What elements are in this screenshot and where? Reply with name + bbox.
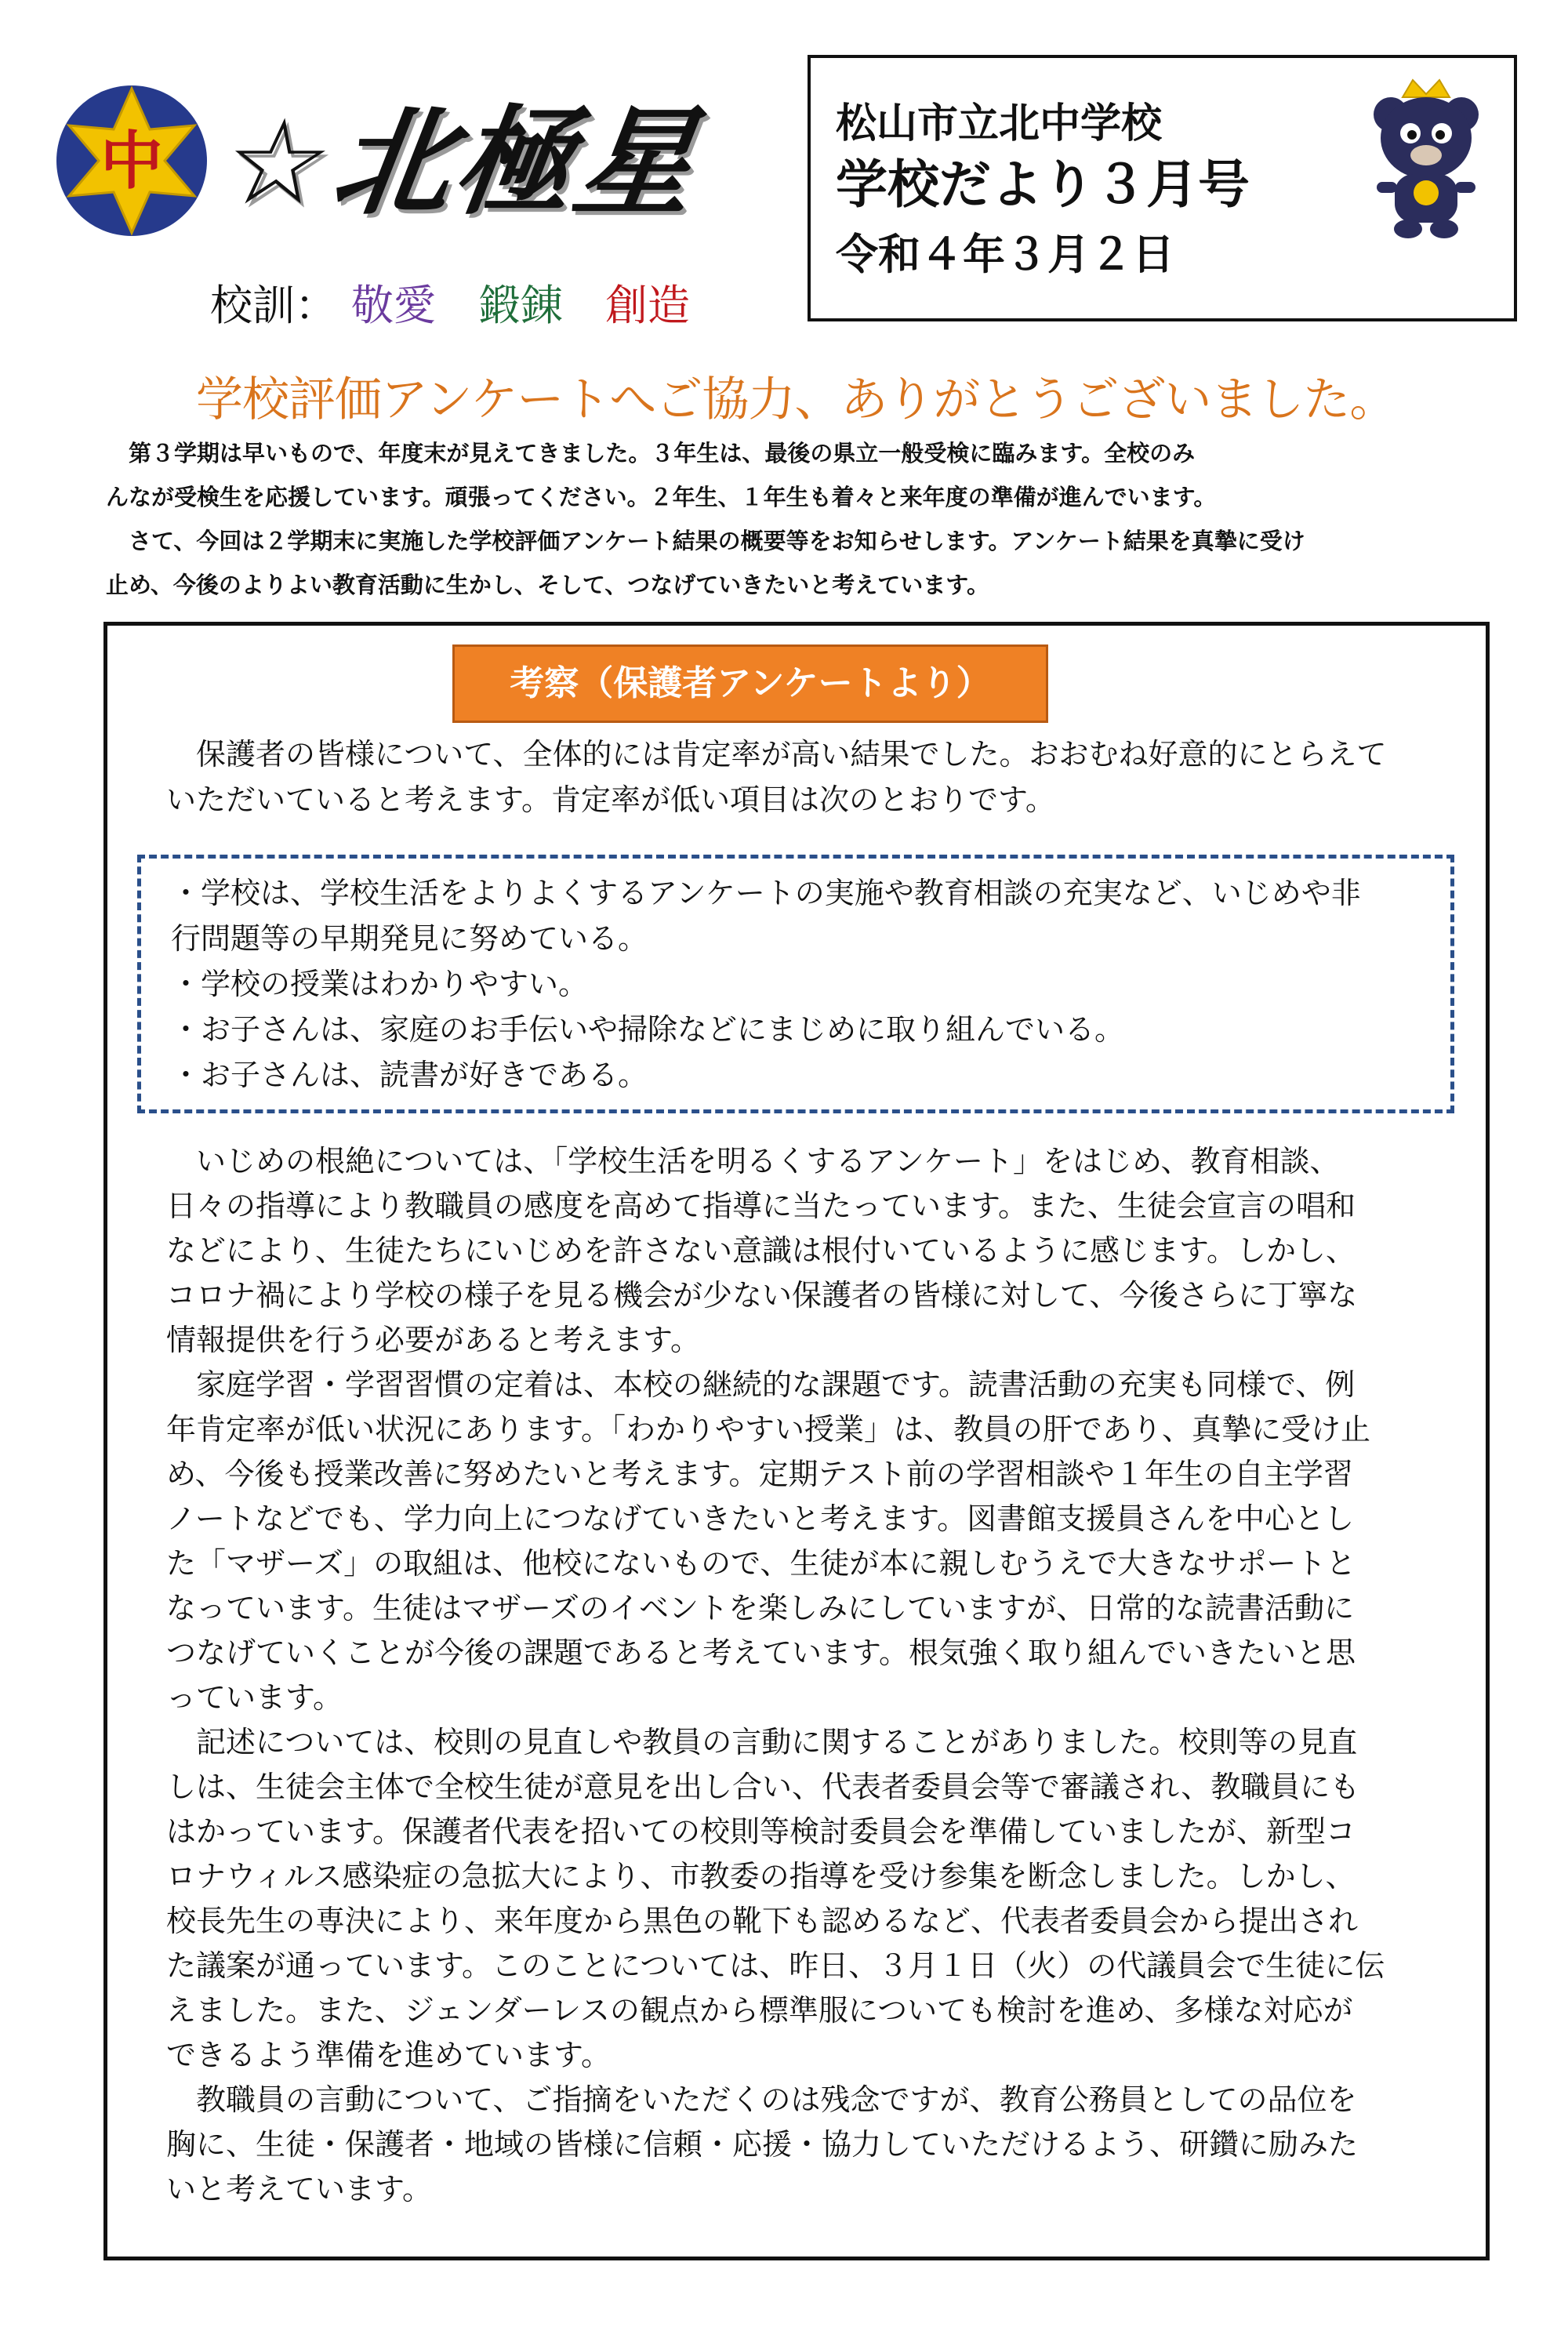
list-item-3: ・お子さんは、家庭のお手伝いや掃除などにまじめに取り組んでいる。 <box>171 1012 1125 1047</box>
issue-title: 学校だより３月号 <box>836 154 1250 215</box>
body-line: 家庭学習・学習習慣の定着は、本校の継続的な課題です。読書活動の充実も同様で、例 <box>166 1367 1356 1402</box>
body-line: などにより、生徒たちにいじめを許さない意識は根付いているように感じます。しかし、 <box>166 1233 1356 1268</box>
school-motto <box>210 278 690 333</box>
motto-label: 校訓： <box>210 281 337 330</box>
lead-line-2: いただいていると考えます。肯定率が低い項目は次のとおりです。 <box>166 782 1055 817</box>
survey-findings-box <box>103 622 1490 2260</box>
body-line: 記述については、校則の見直しや教員の言動に関することがありました。校則等の見直 <box>166 1725 1358 1759</box>
intro-line-1: 第３学期は早いもので、年度末が見えてきました。３年生は、最後の県立一般受検に臨みます。全校のみ <box>106 440 1196 467</box>
body-line: はかっています。保護者代表を招いての校則等検討委員会を準備していましたが、新型コ <box>166 1814 1356 1849</box>
body-line: め、今後も授業改善に努めたいと考えます。定期テスト前の学習相談や１年生の自主学習 <box>166 1457 1353 1491</box>
body-line: 日々の指導により教職員の感度を高めて指導に当たっています。また、生徒会宣言の唱和 <box>166 1189 1356 1223</box>
body-line: いじめの根絶については、「学校生活を明るくするアンケート」をはじめ、教育相談、 <box>166 1144 1340 1178</box>
intro-line-2: んなが受検生を応援しています。頑張ってください。２年生、１年生も着々と来年度の準備が進んでいます。 <box>106 484 1217 510</box>
low-rating-items-box <box>137 855 1454 1113</box>
school-name: 松山市立北中学校 <box>836 100 1163 147</box>
headline: 学校評価アンケートへご協力、ありがとうございました。 <box>196 372 1396 427</box>
lead-line-1: 保護者の皆様について、全体的には肯定率が高い結果でした。おおむね好意的にとらえて <box>166 737 1387 772</box>
body-line: 校長先生の専決により、来年度から黒色の靴下も認めるなど、代表者委員会から提出され <box>166 1904 1359 1938</box>
list-item-4: ・お子さんは、読書が好きである。 <box>171 1058 648 1092</box>
body-line: コロナ禍により学校の様子を見る機会が少ない保護者の皆様に対して、今後さらに丁寧な <box>166 1278 1358 1313</box>
intro-line-3: さて、今回は２学期末に実施した学校評価アンケート結果の概要等をお知らせします。アンケート結果を真摯に受け <box>106 528 1305 554</box>
body-line: 年肯定率が低い状況にあります。「わかりやすい授業」は、教員の肝であり、真摯に受け止 <box>166 1412 1370 1447</box>
issue-date: 令和４年３月２日 <box>836 230 1174 279</box>
body-line: 胸に、生徒・保護者・地域の皆様に信頼・応援・協力していただけるよう、研鑽に励みた <box>166 2127 1359 2162</box>
body-line: ノートなどでも、学力向上につなげていきたいと考えます。図書館支援員さんを中心とし <box>166 1501 1355 1536</box>
motto-value-respect: 敬愛 <box>351 281 436 330</box>
motto-value-creation: 創造 <box>605 281 690 330</box>
body-line: なっています。生徒はマザーズのイベントを楽しみにしていますが、日常的な読書活動に <box>166 1591 1355 1625</box>
school-emblem-logo <box>53 82 210 239</box>
body-line: た「マザーズ」の取組は、他校にないもので、生徒が本に親しむうえで大きなサポートと <box>166 1546 1356 1581</box>
body-line: ロナウィルス感染症の急拡大により、市教委の指導を受け参集を断念しました。しかし、 <box>166 1859 1356 1893</box>
motto-value-discipline: 鍛錬 <box>478 281 563 330</box>
body-line: っています。 <box>166 1680 343 1715</box>
body-line: つなげていくことが今後の課題であると考えています。根気強く取り組んでいきたいと思 <box>166 1636 1356 1670</box>
body-line: た議案が通っています。このことについては、昨日、３月１日（火）の代議員会で生徒に伝 <box>166 1948 1385 1983</box>
list-item-1-cont: 行問題等の早期発見に努めている。 <box>171 921 648 956</box>
body-line: 情報提供を行う必要があると考えます。 <box>166 1323 700 1357</box>
emblem-character: 中 <box>100 125 163 198</box>
bear-mascot-illustration <box>1359 74 1493 246</box>
body-line: しは、生徒会主体で全校生徒が意見を出し合い、代表者委員会等で審議され、教職員にも <box>166 1770 1360 1804</box>
list-item-1: ・学校は、学校生活をよりよくするアンケートの実施や教育相談の充実など、いじめや非 <box>171 876 1361 910</box>
body-line: できるよう準備を進めています。 <box>166 2038 611 2072</box>
body-line: 教職員の言動について、ご指摘をいただくのは残念ですが、教育公務員としての品位を <box>166 2082 1357 2117</box>
masthead-title: ☆北極星 <box>216 95 706 231</box>
body-line: えました。また、ジェンダーレスの観点から標準服についても検討を進め、多様な対応が <box>166 1993 1353 2028</box>
intro-line-4: 止め、今後のよりよい教育活動に生かし、そして、つなげていきたいと考えています。 <box>106 572 989 598</box>
section-title: 考察（保護者アンケートより） <box>452 644 1048 723</box>
body-line: いと考えています。 <box>166 2172 432 2206</box>
newsletter-info-box <box>808 55 1517 321</box>
list-item-2: ・学校の授業はわかりやすい。 <box>171 967 589 1001</box>
